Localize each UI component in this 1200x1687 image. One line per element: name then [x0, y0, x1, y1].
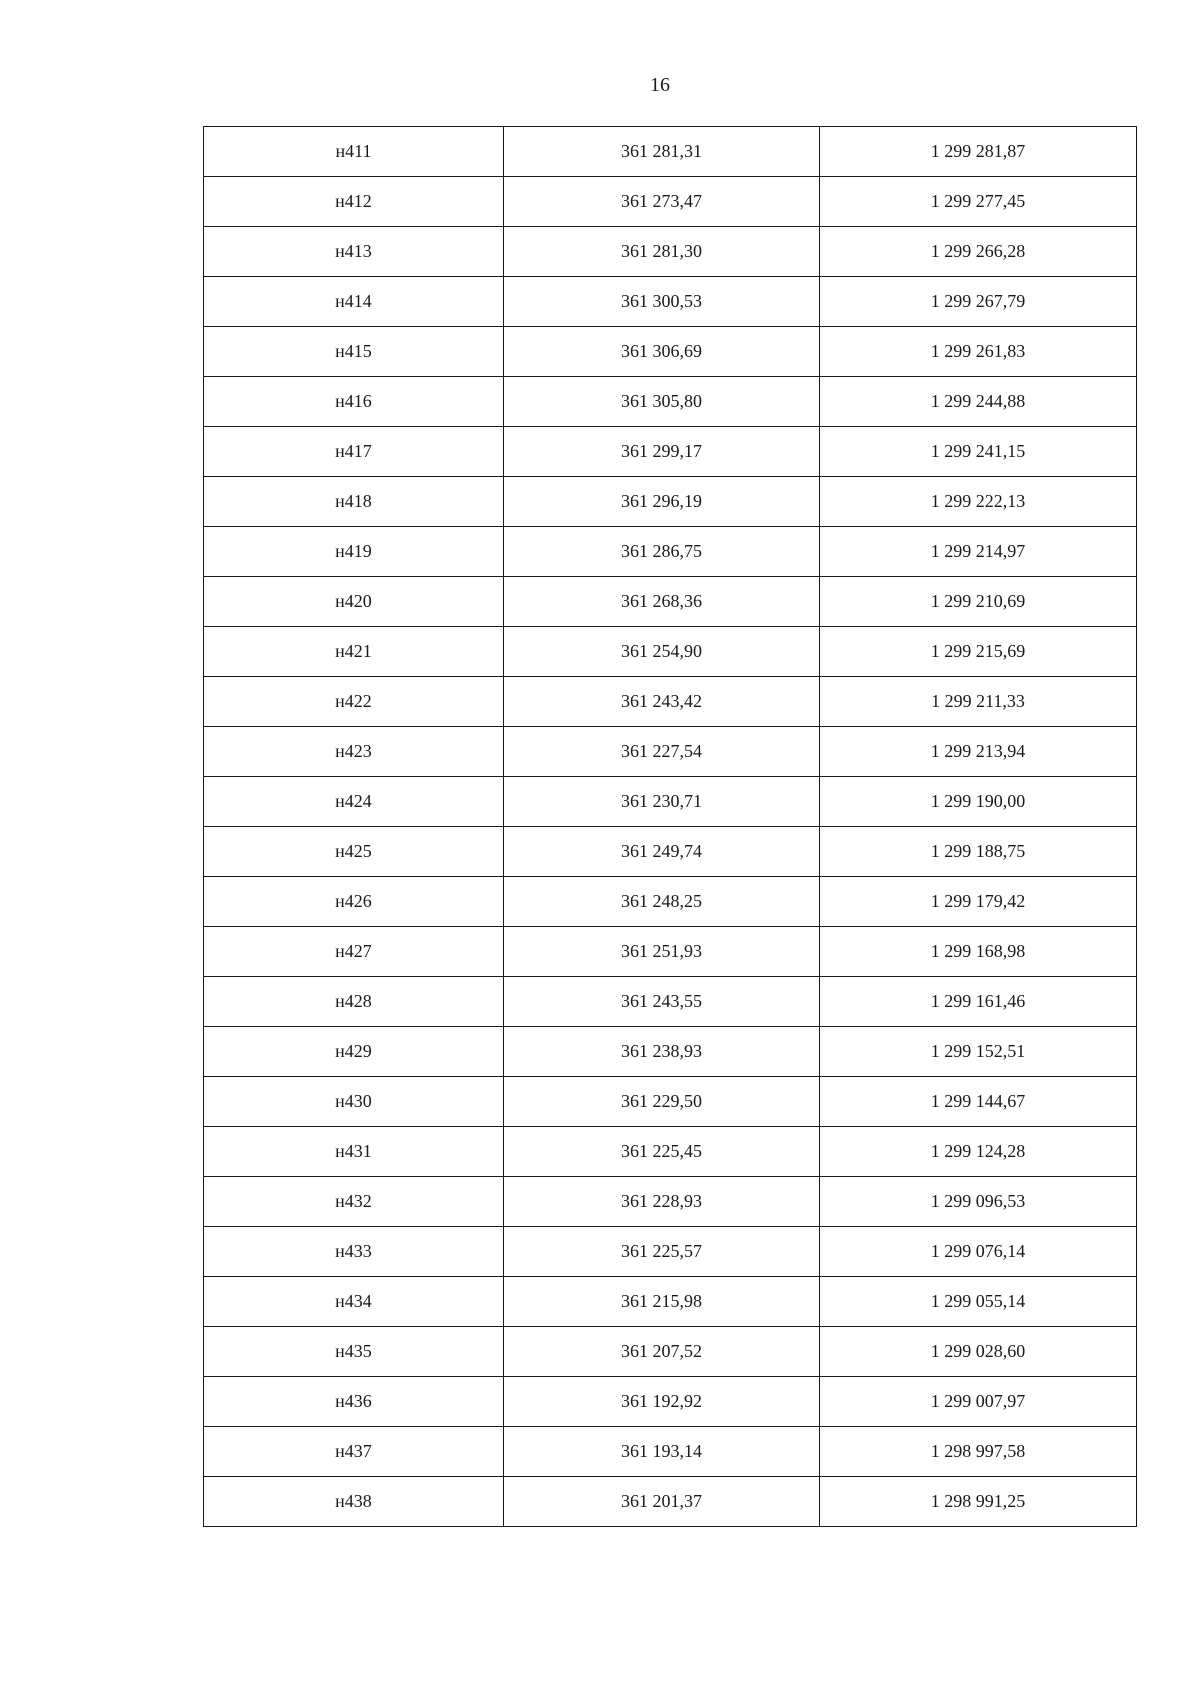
y-coordinate-cell: 1 299 222,13 [820, 477, 1137, 527]
x-coordinate-cell: 361 238,93 [504, 1027, 820, 1077]
point-name-cell: н437 [204, 1427, 504, 1477]
table-row [204, 777, 1137, 827]
y-coordinate-cell: 1 298 991,25 [820, 1477, 1137, 1527]
table-row [204, 827, 1137, 877]
y-coordinate-cell: 1 299 168,98 [820, 927, 1137, 977]
point-name-cell: н433 [204, 1227, 504, 1277]
table-row [204, 327, 1137, 377]
x-coordinate-cell: 361 281,31 [504, 127, 820, 177]
y-coordinate-cell: 1 299 277,45 [820, 177, 1137, 227]
table-row [204, 127, 1137, 177]
point-name-cell: н432 [204, 1177, 504, 1227]
x-coordinate-cell: 361 215,98 [504, 1277, 820, 1327]
point-name-cell: н428 [204, 977, 504, 1027]
y-coordinate-cell: 1 299 161,46 [820, 977, 1137, 1027]
x-coordinate-cell: 361 254,90 [504, 627, 820, 677]
y-coordinate-cell: 1 299 055,14 [820, 1277, 1137, 1327]
y-coordinate-cell: 1 299 179,42 [820, 877, 1137, 927]
y-coordinate-cell: 1 299 007,97 [820, 1377, 1137, 1427]
x-coordinate-cell: 361 299,17 [504, 427, 820, 477]
point-name-cell: н426 [204, 877, 504, 927]
point-name-cell: н418 [204, 477, 504, 527]
y-coordinate-cell: 1 299 281,87 [820, 127, 1137, 177]
table-row [204, 627, 1137, 677]
x-coordinate-cell: 361 207,52 [504, 1327, 820, 1377]
x-coordinate-cell: 361 248,25 [504, 877, 820, 927]
table-row [204, 1277, 1137, 1327]
table-row [204, 877, 1137, 927]
point-name-cell: н427 [204, 927, 504, 977]
point-name-cell: н431 [204, 1127, 504, 1177]
x-coordinate-cell: 361 281,30 [504, 227, 820, 277]
y-coordinate-cell: 1 299 211,33 [820, 677, 1137, 727]
point-name-cell: н435 [204, 1327, 504, 1377]
y-coordinate-cell: 1 299 241,15 [820, 427, 1137, 477]
point-name-cell: н438 [204, 1477, 504, 1527]
y-coordinate-cell: 1 299 028,60 [820, 1327, 1137, 1377]
point-name-cell: н419 [204, 527, 504, 577]
table-row [204, 677, 1137, 727]
x-coordinate-cell: 361 229,50 [504, 1077, 820, 1127]
point-name-cell: н425 [204, 827, 504, 877]
x-coordinate-cell: 361 201,37 [504, 1477, 820, 1527]
x-coordinate-cell: 361 286,75 [504, 527, 820, 577]
x-coordinate-cell: 361 268,36 [504, 577, 820, 627]
table-row [204, 1377, 1137, 1427]
x-coordinate-cell: 361 243,55 [504, 977, 820, 1027]
y-coordinate-cell: 1 299 152,51 [820, 1027, 1137, 1077]
point-name-cell: н436 [204, 1377, 504, 1427]
table-row [204, 1327, 1137, 1377]
point-name-cell: н413 [204, 227, 504, 277]
table-row [204, 527, 1137, 577]
table-row [204, 477, 1137, 527]
x-coordinate-cell: 361 306,69 [504, 327, 820, 377]
x-coordinate-cell: 361 228,93 [504, 1177, 820, 1227]
table-row [204, 427, 1137, 477]
coordinates-table-body [204, 127, 1137, 1527]
table-row [204, 377, 1137, 427]
point-name-cell: н424 [204, 777, 504, 827]
y-coordinate-cell: 1 299 215,69 [820, 627, 1137, 677]
x-coordinate-cell: 361 193,14 [504, 1427, 820, 1477]
table-row [204, 977, 1137, 1027]
point-name-cell: н422 [204, 677, 504, 727]
point-name-cell: н429 [204, 1027, 504, 1077]
table-row [204, 177, 1137, 227]
table-row [204, 927, 1137, 977]
table-row [204, 1477, 1137, 1527]
x-coordinate-cell: 361 192,92 [504, 1377, 820, 1427]
y-coordinate-cell: 1 299 096,53 [820, 1177, 1137, 1227]
point-name-cell: н415 [204, 327, 504, 377]
y-coordinate-cell: 1 299 213,94 [820, 727, 1137, 777]
x-coordinate-cell: 361 251,93 [504, 927, 820, 977]
table-row [204, 1227, 1137, 1277]
table-row [204, 1027, 1137, 1077]
y-coordinate-cell: 1 299 144,67 [820, 1077, 1137, 1127]
x-coordinate-cell: 361 243,42 [504, 677, 820, 727]
x-coordinate-cell: 361 296,19 [504, 477, 820, 527]
x-coordinate-cell: 361 273,47 [504, 177, 820, 227]
y-coordinate-cell: 1 299 210,69 [820, 577, 1137, 627]
table-row [204, 577, 1137, 627]
x-coordinate-cell: 361 225,45 [504, 1127, 820, 1177]
table-row [204, 727, 1137, 777]
table-row [204, 227, 1137, 277]
x-coordinate-cell: 361 300,53 [504, 277, 820, 327]
point-name-cell: н411 [204, 127, 504, 177]
y-coordinate-cell: 1 299 267,79 [820, 277, 1137, 327]
table-row [204, 277, 1137, 327]
point-name-cell: н417 [204, 427, 504, 477]
x-coordinate-cell: 361 249,74 [504, 827, 820, 877]
y-coordinate-cell: 1 299 266,28 [820, 227, 1137, 277]
point-name-cell: н412 [204, 177, 504, 227]
point-name-cell: н421 [204, 627, 504, 677]
point-name-cell: н416 [204, 377, 504, 427]
page-number: 16 [650, 74, 670, 96]
y-coordinate-cell: 1 299 261,83 [820, 327, 1137, 377]
table-row [204, 1077, 1137, 1127]
x-coordinate-cell: 361 230,71 [504, 777, 820, 827]
table-row [204, 1127, 1137, 1177]
y-coordinate-cell: 1 299 124,28 [820, 1127, 1137, 1177]
y-coordinate-cell: 1 299 076,14 [820, 1227, 1137, 1277]
x-coordinate-cell: 361 225,57 [504, 1227, 820, 1277]
point-name-cell: н430 [204, 1077, 504, 1127]
table-row [204, 1427, 1137, 1477]
y-coordinate-cell: 1 298 997,58 [820, 1427, 1137, 1477]
point-name-cell: н414 [204, 277, 504, 327]
y-coordinate-cell: 1 299 188,75 [820, 827, 1137, 877]
x-coordinate-cell: 361 305,80 [504, 377, 820, 427]
point-name-cell: н434 [204, 1277, 504, 1327]
y-coordinate-cell: 1 299 244,88 [820, 377, 1137, 427]
point-name-cell: н420 [204, 577, 504, 627]
y-coordinate-cell: 1 299 214,97 [820, 527, 1137, 577]
y-coordinate-cell: 1 299 190,00 [820, 777, 1137, 827]
coordinates-table [203, 126, 1137, 1527]
point-name-cell: н423 [204, 727, 504, 777]
table-row [204, 1177, 1137, 1227]
x-coordinate-cell: 361 227,54 [504, 727, 820, 777]
